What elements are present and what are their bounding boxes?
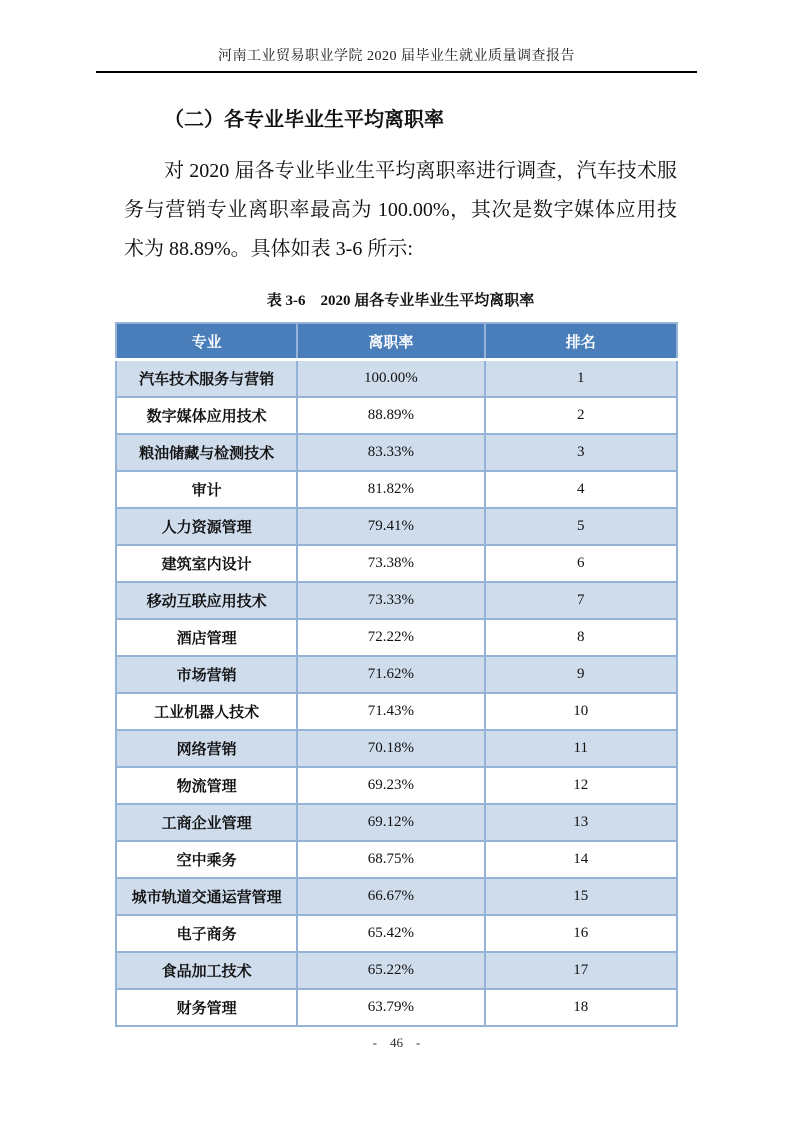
major-cell: 审计: [116, 471, 297, 508]
major-cell: 市场营销: [116, 656, 297, 693]
table-caption: 表 3-6 2020 届各专业毕业生平均离职率: [266, 293, 535, 309]
major-cell: 移动互联应用技术: [116, 582, 297, 619]
table-row: [116, 508, 677, 545]
body-paragraph: 对 2020 届各专业毕业生平均离职率进行调查，汽车技术服务与营销专业离职率最高为 100.00%，其次是数字媒体应用技术为 88.89%。具体如表 3-6 所示:: [124, 160, 677, 260]
major-cell: 工业机器人技术: [116, 693, 297, 730]
table-row: [116, 582, 677, 619]
rank-cell: 7: [485, 582, 677, 619]
table-row: [116, 730, 677, 767]
major-cell: 汽车技术服务与营销: [116, 360, 297, 398]
rank-cell: 17: [485, 952, 677, 989]
running-header: 河南工业贸易职业学院 2020 届毕业生就业质量调查报告: [218, 49, 575, 64]
table-row: [116, 434, 677, 471]
table-row: [116, 915, 677, 952]
table-row: [116, 841, 677, 878]
major-cell: 建筑室内设计: [116, 545, 297, 582]
attrition-rate-table: [115, 322, 678, 1027]
rate-cell: 81.82%: [297, 471, 484, 508]
major-cell: 物流管理: [116, 767, 297, 804]
table-row: [116, 397, 677, 434]
column-header-rate: 离职率: [297, 323, 484, 360]
major-cell: 人力资源管理: [116, 508, 297, 545]
major-cell: 食品加工技术: [116, 952, 297, 989]
table-row: [116, 360, 677, 398]
rank-cell: 14: [485, 841, 677, 878]
rate-cell: 66.67%: [297, 878, 484, 915]
table-body: [116, 360, 677, 1027]
major-cell: 城市轨道交通运营管理: [116, 878, 297, 915]
rank-cell: 3: [485, 434, 677, 471]
major-cell: 工商企业管理: [116, 804, 297, 841]
rank-cell: 9: [485, 656, 677, 693]
table-row: [116, 952, 677, 989]
rate-cell: 100.00%: [297, 360, 484, 398]
rate-cell: 69.12%: [297, 804, 484, 841]
rate-cell: 71.43%: [297, 693, 484, 730]
rate-cell: 68.75%: [297, 841, 484, 878]
table-row: [116, 656, 677, 693]
table-row: [116, 471, 677, 508]
header-rule: [96, 71, 697, 73]
column-header-rank: 排名: [485, 323, 677, 360]
rank-cell: 11: [485, 730, 677, 767]
rate-cell: 73.38%: [297, 545, 484, 582]
major-cell: 财务管理: [116, 989, 297, 1026]
rate-cell: 70.18%: [297, 730, 484, 767]
rate-cell: 73.33%: [297, 582, 484, 619]
major-cell: 粮油储藏与检测技术: [116, 434, 297, 471]
major-cell: 网络营销: [116, 730, 297, 767]
table-row: [116, 545, 677, 582]
table-header-row: [116, 323, 677, 360]
rank-cell: 6: [485, 545, 677, 582]
rate-cell: 79.41%: [297, 508, 484, 545]
table-row: [116, 989, 677, 1026]
rank-cell: 1: [485, 360, 677, 398]
column-header-major: 专业: [116, 323, 297, 360]
major-cell: 空中乘务: [116, 841, 297, 878]
rank-cell: 13: [485, 804, 677, 841]
table-row: [116, 693, 677, 730]
table-row: [116, 804, 677, 841]
rank-cell: 4: [485, 471, 677, 508]
table-row: [116, 619, 677, 656]
table-header: [116, 323, 677, 360]
rank-cell: 2: [485, 397, 677, 434]
major-cell: 电子商务: [116, 915, 297, 952]
rate-cell: 65.22%: [297, 952, 484, 989]
rate-cell: 72.22%: [297, 619, 484, 656]
page-number: - 46 -: [372, 1035, 421, 1050]
table-row: [116, 878, 677, 915]
section-heading: （二）各专业毕业生平均离职率: [164, 109, 444, 131]
major-cell: 酒店管理: [116, 619, 297, 656]
rank-cell: 8: [485, 619, 677, 656]
rank-cell: 12: [485, 767, 677, 804]
major-cell: 数字媒体应用技术: [116, 397, 297, 434]
rate-cell: 63.79%: [297, 989, 484, 1026]
rank-cell: 18: [485, 989, 677, 1026]
rate-cell: 83.33%: [297, 434, 484, 471]
rate-cell: 65.42%: [297, 915, 484, 952]
rate-cell: 71.62%: [297, 656, 484, 693]
rank-cell: 10: [485, 693, 677, 730]
rank-cell: 5: [485, 508, 677, 545]
rank-cell: 15: [485, 878, 677, 915]
rate-cell: 88.89%: [297, 397, 484, 434]
page-content: [124, 88, 677, 1027]
table-wrap: [115, 322, 678, 1027]
rate-cell: 69.23%: [297, 767, 484, 804]
table-row: [116, 767, 677, 804]
rank-cell: 16: [485, 915, 677, 952]
